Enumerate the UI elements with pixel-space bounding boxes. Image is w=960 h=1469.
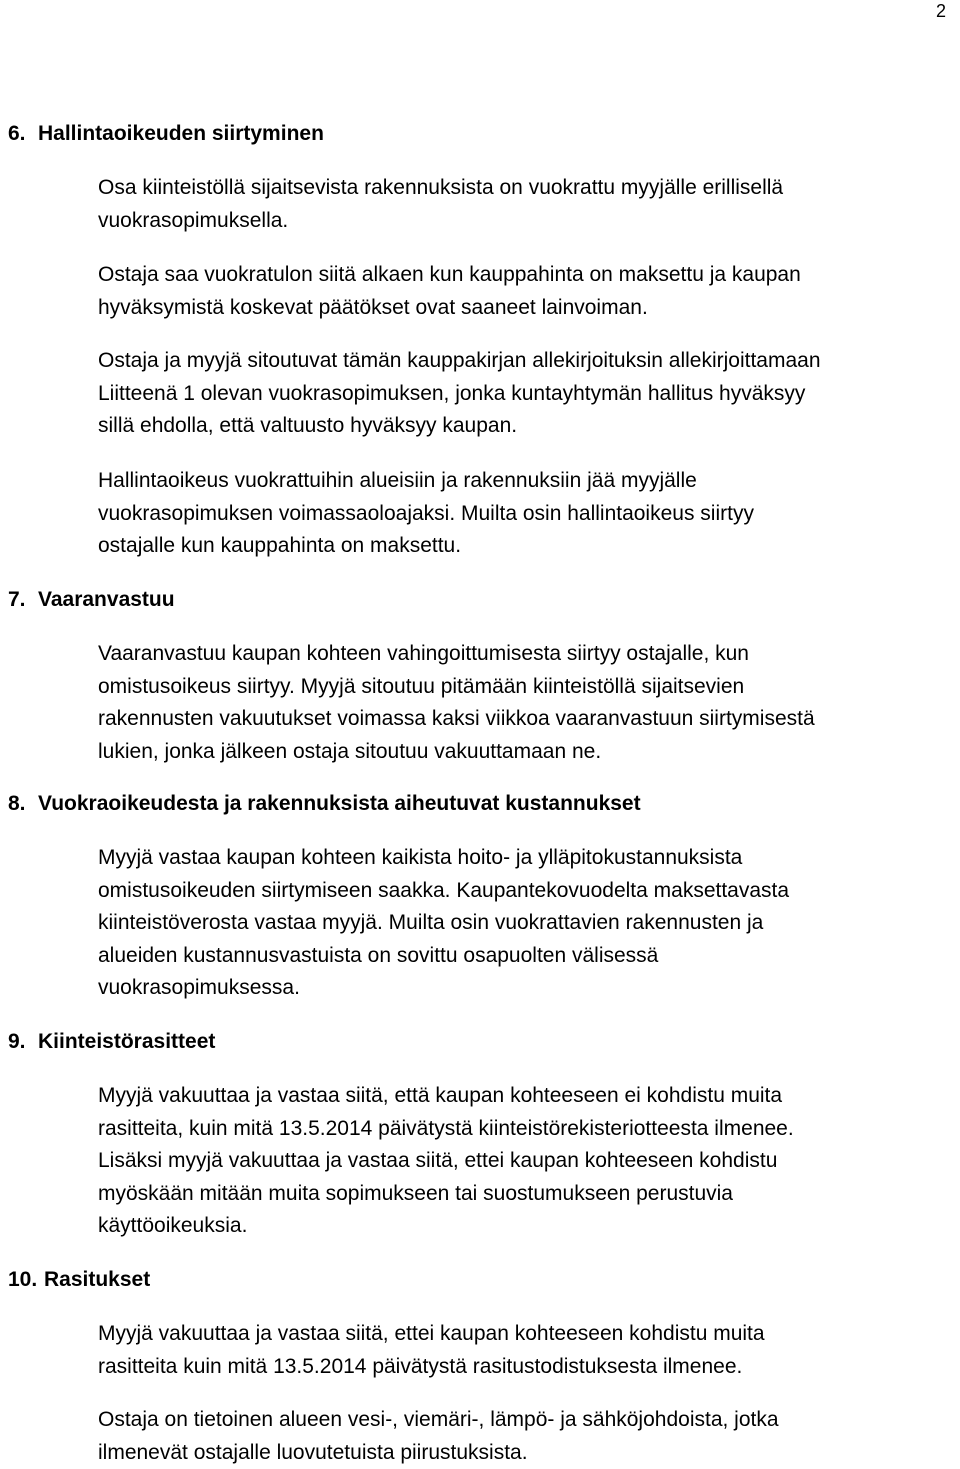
text-line: Ostaja on tietoinen alueen vesi-, viemäri-, lämpö- ja sähköjohdoista, jotka: [98, 1404, 948, 1437]
section-10-paragraph-1: [98, 1318, 948, 1383]
text-line: rasitteita kuin mitä 13.5.2014 päivätystä rasitustodistuksesta ilmenee.: [98, 1351, 948, 1384]
text-line: Vaaranvastuu kaupan kohteen vahingoittumisesta siirtyy ostajalle, kun: [98, 638, 948, 671]
section-title: Hallintaoikeuden siirtyminen: [38, 122, 324, 145]
text-line: myöskään mitään muita sopimukseen tai suostumukseen perustuvia: [98, 1178, 948, 1211]
section-7-heading: [8, 586, 175, 614]
section-6-heading: [8, 120, 324, 148]
text-line: Myyjä vakuuttaa ja vastaa siitä, että kaupan kohteeseen ei kohdistu muita: [98, 1080, 948, 1113]
section-8-heading: [8, 790, 641, 818]
text-line: vuokrasopimuksen voimassaoloajaksi. Muilta osin hallintaoikeus siirtyy: [98, 498, 948, 531]
text-line: Lisäksi myyjä vakuuttaa ja vastaa siitä, ettei kaupan kohteeseen kohdistu: [98, 1145, 948, 1178]
text-line: Myyjä vastaa kaupan kohteen kaikista hoito- ja ylläpitokustannuksista: [98, 842, 948, 875]
section-number: 8.: [8, 790, 38, 818]
text-line: Liitteenä 1 olevan vuokrasopimuksen, jonka kuntayhtymän hallitus hyväksyy: [98, 378, 948, 411]
text-line: ilmenevät ostajalle luovutetuista piirustuksista.: [98, 1437, 948, 1469]
section-6-paragraph-3: [98, 345, 948, 443]
section-6-paragraph-2: [98, 259, 948, 324]
section-10-heading: [8, 1266, 150, 1294]
text-line: Ostaja saa vuokratulon siitä alkaen kun kauppahinta on maksettu ja kaupan: [98, 259, 948, 292]
text-line: kiinteistöverosta vastaa myyjä. Muilta osin vuokrattavien rakennusten ja: [98, 907, 948, 940]
text-line: rasitteita, kuin mitä 13.5.2014 päivätystä kiinteistörekisteriotteesta ilmenee.: [98, 1113, 948, 1146]
section-title: Vaaranvastuu: [38, 588, 175, 611]
section-number: 6.: [8, 120, 38, 148]
section-title: Rasitukset: [44, 1268, 150, 1291]
section-6-paragraph-1: [98, 172, 948, 237]
text-line: vuokrasopimuksessa.: [98, 972, 948, 1005]
page-number: 2: [936, 0, 946, 22]
text-line: sillä ehdolla, että valtuusto hyväksyy kaupan.: [98, 410, 948, 443]
section-9-paragraph-1: [98, 1080, 948, 1243]
text-line: Ostaja ja myyjä sitoutuvat tämän kauppakirjan allekirjoituksin allekirjoittamaan: [98, 345, 948, 378]
section-6-paragraph-4: [98, 465, 948, 563]
section-title: Kiinteistörasitteet: [38, 1030, 215, 1053]
section-number: 7.: [8, 586, 38, 614]
section-number: 10.: [8, 1266, 44, 1294]
section-8-paragraph-1: [98, 842, 948, 1005]
section-title: Vuokraoikeudesta ja rakennuksista aiheutuvat kustannukset: [38, 792, 641, 815]
text-line: rakennusten vakuutukset voimassa kaksi viikkoa vaaranvastuun siirtymisestä: [98, 703, 948, 736]
section-7-paragraph-1: [98, 638, 948, 768]
text-line: hyväksymistä koskevat päätökset ovat saaneet lainvoiman.: [98, 292, 948, 325]
text-line: lukien, jonka jälkeen ostaja sitoutuu vakuuttamaan ne.: [98, 736, 948, 769]
section-9-heading: [8, 1028, 215, 1056]
text-line: Hallintaoikeus vuokrattuihin alueisiin ja rakennuksiin jää myyjälle: [98, 465, 948, 498]
text-line: käyttöoikeuksia.: [98, 1210, 948, 1243]
text-line: omistusoikeuden siirtymiseen saakka. Kaupantekovuodelta maksettavasta: [98, 875, 948, 908]
text-line: Myyjä vakuuttaa ja vastaa siitä, ettei kaupan kohteeseen kohdistu muita: [98, 1318, 948, 1351]
section-number: 9.: [8, 1028, 38, 1056]
text-line: omistusoikeus siirtyy. Myyjä sitoutuu pitämään kiinteistöllä sijaitsevien: [98, 671, 948, 704]
text-line: vuokrasopimuksella.: [98, 205, 948, 238]
text-line: Osa kiinteistöllä sijaitsevista rakennuksista on vuokrattu myyjälle erillisellä: [98, 172, 948, 205]
text-line: alueiden kustannusvastuista on sovittu osapuolten välisessä: [98, 940, 948, 973]
section-10-paragraph-2: [98, 1404, 948, 1469]
text-line: ostajalle kun kauppahinta on maksettu.: [98, 530, 948, 563]
